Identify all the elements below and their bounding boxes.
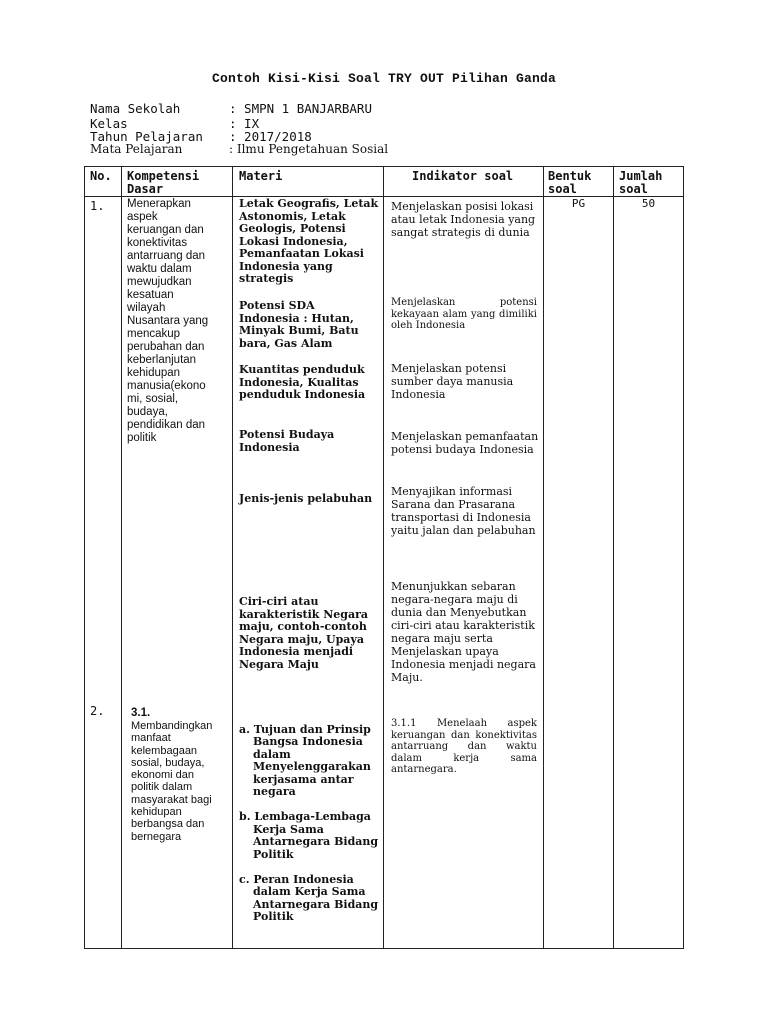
row1-materi-6: Ciri-ciri atau karakteristik Negara maju, contoh-contoh Negara maju, Upaya Indonesia menjadi Negara Maju [239,595,369,671]
header-bentuk-soal: Bentuk soal [548,169,592,196]
column-divider [121,166,122,948]
meta-value: : SMPN 1 BANJARBARU [229,101,372,116]
row1-materi-3: Kuantitas penduduk Indonesia, Kualitas penduduk Indonesia [239,363,366,401]
column-divider [543,166,544,948]
row2-kd-code: 3.1. [131,707,151,719]
meta-label: Kelas [90,116,128,131]
row1-materi-5: Jenis-jenis pelabuhan [239,492,373,505]
header-indikator: Indikator soal [412,169,514,183]
row1-indikator-4: Menjelaskan pemanfaatan potensi budaya Indonesia [391,430,539,456]
row2-materi-item-b: b. Lembaga-Lembaga Kerja Sama Antarnegara Bidang Politik [239,810,379,861]
header-materi: Materi [239,169,283,183]
header-divider [84,196,683,197]
meta-label: Tahun Pelajaran [90,129,203,144]
row1-jumlah-soal: 50 [641,197,656,210]
row1-indikator-5: Menyajikan informasi Sarana dan Prasarana transportasi di Indonesia yaitu jalan dan pelabuhan [391,485,536,537]
row1-indikator-6: Menunjukkan sebaran negara-negara maju di dunia dan Menyebutkan ciri-ciri atau karakteristik negara maju serta Menjelaskan upaya Indonesia menjadi negara Maju. [391,580,536,684]
header-kompetensi-dasar: Kompetensi Dasar [127,169,200,196]
row2-indikator: 3.1.1 Menelaah aspek keruangan dan konektivitas antarruang dan waktu dalam kerja sama antarnegara. [391,718,537,775]
header-no: No. [90,169,112,183]
column-divider [613,166,614,948]
row1-materi-4: Potensi Budaya Indonesia [239,428,335,454]
row1-materi-1: Letak Geografis, Letak Astonomis, Letak Geologis, Potensi Lokasi Indonesia, Pemanfaatan Lokasi Indonesia yang strategis [239,197,379,285]
column-divider [232,166,233,948]
meta-value: : IX [229,116,260,131]
row1-kompetensi-dasar: Menerapkan aspek keruangan dan konektivitas antarruang dan waktu dalam mewujudkan kesatuan wilayah Nusantara yang mencakup perubahan dan keberlanjutan kehidupan manusia(ekono mi, sosial, budaya, pendidikan dan politik [127,198,209,444]
row1-materi-2: Potensi SDA Indonesia : Hutan, Minyak Bumi, Batu bara, Gas Alam [239,299,359,350]
document-title: Contoh Kisi-Kisi Soal TRY OUT Pilihan Ganda [211,71,557,86]
row2-materi-item-a: a. Tujuan dan Prinsip Bangsa Indonesia dalam Menyelenggarakan kerjasama antar negara [239,722,371,798]
row1-indikator-2: Menjelaskan potensi kekayaan alam yang dimiliki oleh Indonesia [391,297,537,331]
row2-materi-item-c: c. Peran Indonesia dalam Kerja Sama Antarnegara Bidang Politik [239,872,379,923]
row1-bentuk-soal: PG [571,197,586,210]
header-jumlah-soal: Jumlah soal [619,169,663,196]
row2-materi-list [239,711,379,936]
row1-indikator-3: Menjelaskan potensi sumber daya manusia Indonesia [391,362,514,401]
meta-label: Nama Sekolah [90,101,181,116]
meta-value: : Ilmu Pengetahuan Sosial [229,142,389,156]
row2-kompetensi-dasar: Membandingkan manfaat kelembagaan sosial, budaya, ekonomi dan politik dalam masyarakat bagi kehidupan berbangsa dan bernegara [131,720,213,843]
row2-no: 2. [90,704,105,718]
row1-indikator-1: Menjelaskan posisi lokasi atau letak Indonesia yang sangat strategis di dunia [391,200,536,239]
meta-label: Mata Pelajaran [90,142,183,156]
row1-no: 1. [90,199,105,213]
column-divider [383,166,384,948]
meta-value: : 2017/2018 [229,129,312,144]
